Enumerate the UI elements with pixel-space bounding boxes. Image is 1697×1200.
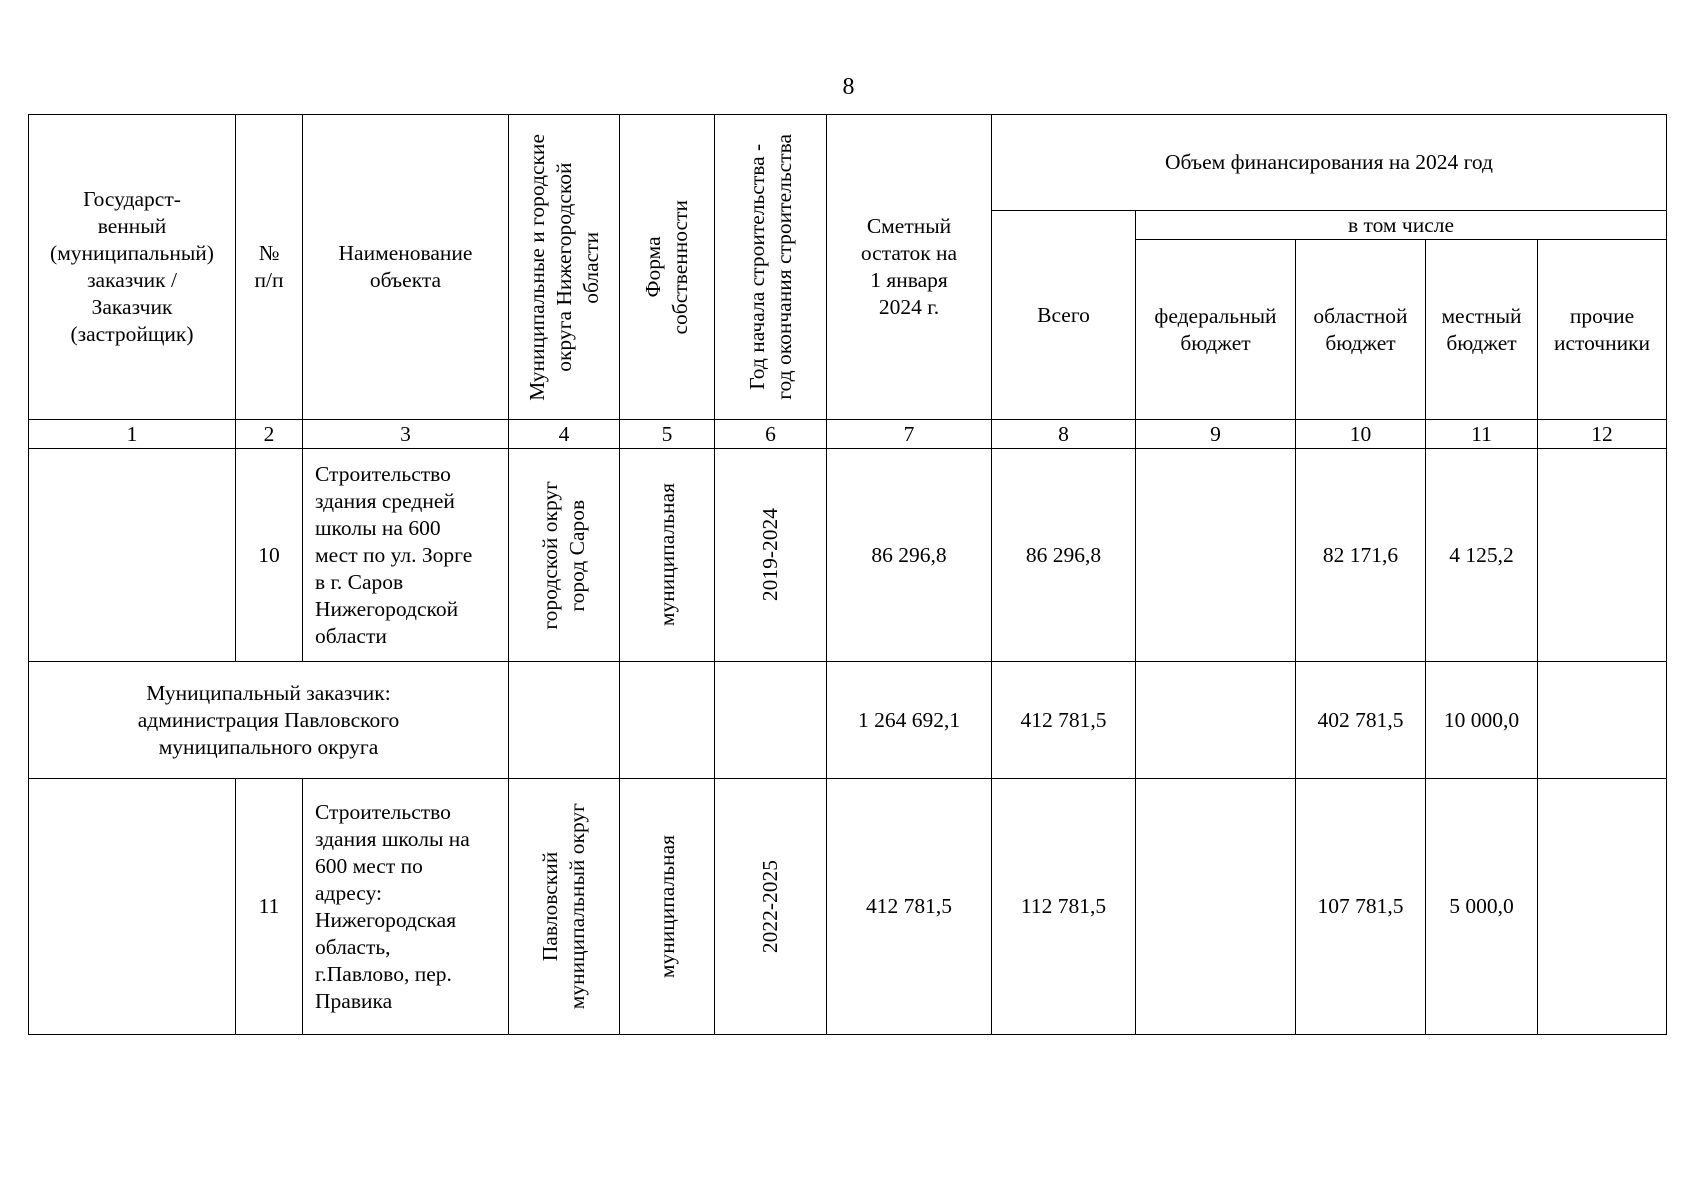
column-number: 8	[992, 420, 1136, 449]
summary-local: 10 000,0	[1426, 662, 1538, 779]
row-num: 11	[236, 779, 303, 1035]
header-num: № п/п	[236, 115, 303, 420]
row-num: 10	[236, 449, 303, 662]
header-federal: федеральный бюджет	[1136, 240, 1296, 420]
column-number: 10	[1296, 420, 1426, 449]
column-number: 2	[236, 420, 303, 449]
column-number: 11	[1426, 420, 1538, 449]
customer-cell-empty	[29, 449, 236, 662]
row-estimate: 412 781,5	[827, 779, 992, 1035]
column-number-row	[29, 420, 1667, 449]
header-local: местный бюджет	[1426, 240, 1538, 420]
column-number: 6	[715, 420, 827, 449]
page-number: 8	[842, 74, 855, 100]
header-years: Год начала строительства - год окончания строительства	[744, 134, 796, 400]
header-including: в том числе	[1136, 211, 1667, 240]
row-object: Строительство здания школы на 600 мест по адресу: Нижегородская область, г.Павлово, пер. Правика	[303, 779, 509, 1035]
row-estimate: 86 296,8	[827, 449, 992, 662]
row-federal	[1136, 779, 1296, 1035]
header-funding: Объем финансирования на 2024 год	[992, 115, 1667, 211]
row-years: 2019-2024	[758, 508, 782, 602]
row-district-cell	[509, 449, 620, 662]
summary-other	[1538, 662, 1667, 779]
row-ownership: муниципальная	[654, 834, 679, 979]
row-object: Строительство здания средней школы на 600 мест по ул. Зорге в г. Саров Нижегородской области	[303, 449, 509, 662]
row-total: 86 296,8	[992, 449, 1136, 662]
row-years-cell	[715, 449, 827, 662]
header-estimate: Сметный остаток на 1 января 2024 г.	[827, 115, 992, 420]
summary-row	[29, 662, 1667, 779]
row-district-cell	[509, 779, 620, 1035]
column-number: 9	[1136, 420, 1296, 449]
customer-cell-empty	[29, 779, 236, 1035]
header-object: Наименование объекта	[303, 115, 509, 420]
row-federal	[1136, 449, 1296, 662]
summary-customer: Муниципальный заказчик: администрация Павловского муниципального округа	[29, 662, 509, 779]
table-row	[29, 779, 1667, 1035]
row-local: 5 000,0	[1426, 779, 1538, 1035]
row-years-cell	[715, 779, 827, 1035]
row-other	[1538, 779, 1667, 1035]
row-other	[1538, 449, 1667, 662]
row-regional: 107 781,5	[1296, 779, 1426, 1035]
table-row	[29, 449, 1667, 662]
header-years-cell	[715, 115, 827, 420]
row-regional: 82 171,6	[1296, 449, 1426, 662]
row-local: 4 125,2	[1426, 449, 1538, 662]
summary-total: 412 781,5	[992, 662, 1136, 779]
column-number: 4	[509, 420, 620, 449]
row-district: городской округ город Саров	[538, 480, 589, 630]
summary-regional: 402 781,5	[1296, 662, 1426, 779]
header-total: Всего	[992, 211, 1136, 420]
header-district: Муниципальные и городские округа Нижегородской области	[524, 133, 603, 401]
summary-federal	[1136, 662, 1296, 779]
row-ownership-cell	[620, 449, 715, 662]
row-district: Павловский муниципальный округ	[538, 803, 589, 1010]
column-number: 7	[827, 420, 992, 449]
column-number: 12	[1538, 420, 1667, 449]
summary-empty	[620, 662, 715, 779]
header-regional: областной бюджет	[1296, 240, 1426, 420]
header-district-cell	[509, 115, 620, 420]
summary-empty	[715, 662, 827, 779]
header-customer: Государст- венный (муниципальный) заказчик / Заказчик (застройщик)	[29, 115, 236, 420]
summary-estimate: 1 264 692,1	[827, 662, 992, 779]
row-years: 2022-2025	[758, 859, 782, 954]
column-number: 1	[29, 420, 236, 449]
financing-table	[28, 114, 1667, 1035]
row-ownership: муниципальная	[654, 483, 679, 627]
header-ownership-cell	[620, 115, 715, 420]
row-ownership-cell	[620, 779, 715, 1035]
column-number: 5	[620, 420, 715, 449]
header-ownership: Форма собственности	[641, 199, 692, 335]
column-number: 3	[303, 420, 509, 449]
header-other: прочие источники	[1538, 240, 1667, 420]
summary-empty	[509, 662, 620, 779]
row-total: 112 781,5	[992, 779, 1136, 1035]
